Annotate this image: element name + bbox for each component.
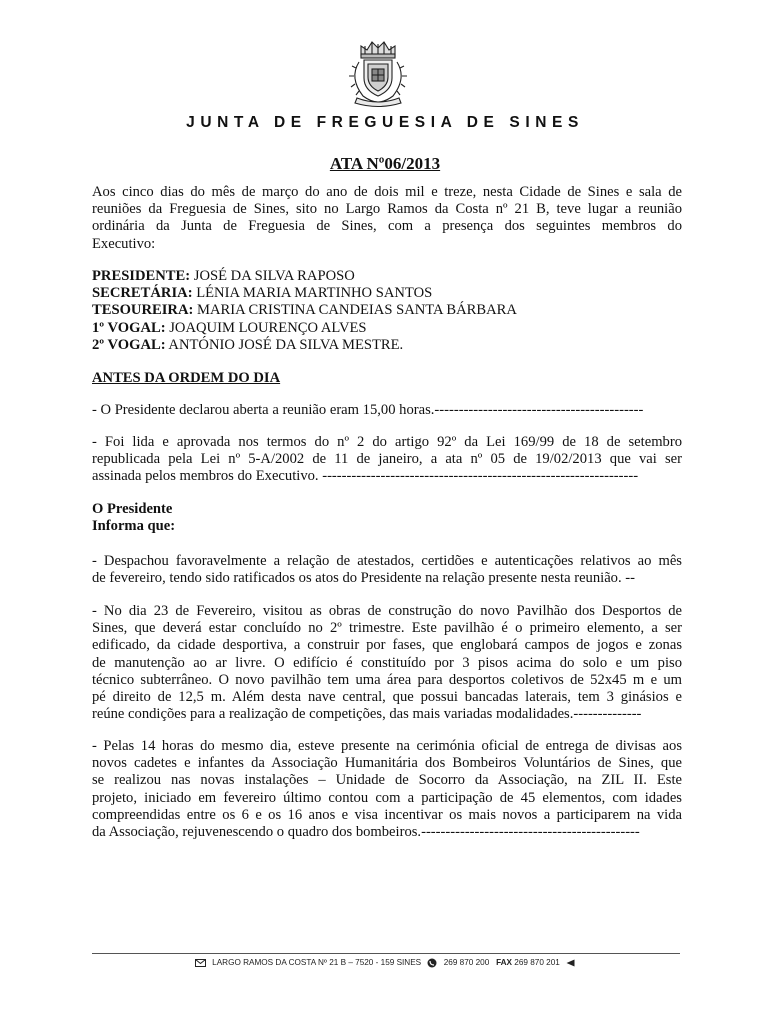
text-line: projeto, iniciado em fevereiro último contou com a participação de 45 elementos, com idades bbox=[92, 789, 682, 806]
text-line: Executivo: bbox=[92, 235, 156, 252]
member-name: MARIA CRISTINA CANDEIAS SANTA BÁRBARA bbox=[193, 302, 517, 319]
text-line: técnico subterrâneo. O novo pavilhão tem uma área para desportos coletivos de 52x45 m e um bbox=[92, 671, 682, 688]
dispatch-paragraph bbox=[92, 553, 682, 587]
member-role: TESOUREIRA: bbox=[92, 302, 194, 319]
text-line: ordinária da Junta de Freguesia de Sines, com a presença dos seguintes membros do bbox=[92, 218, 682, 235]
text-line: Aos cinco dias do mês de março do ano de dois mil e treze, nesta Cidade de Sines e sala de bbox=[92, 184, 682, 200]
text-line: Sines, que deverá estar concluído no 2º trimestre. Este pavilhão é o primeiro elemento, a ser bbox=[92, 620, 682, 637]
document-title: ATA Nº06/2013 bbox=[329, 154, 441, 173]
text-line: compreendidas entre os 6 e os 16 anos e visa incentivar os mais novos a participarem na vida bbox=[92, 806, 682, 823]
member-name: ANTÓNIO JOSÉ DA SILVA MESTRE. bbox=[165, 336, 404, 353]
text-line: - O Presidente declarou aberta a reunião eram 15,00 horas.------------------------------------------- bbox=[92, 402, 644, 418]
text-line: - Pelas 14 horas do mesmo dia, esteve presente na cerimónia oficial de entrega de divisas aos bbox=[92, 738, 682, 754]
member-second-vogal bbox=[92, 337, 682, 354]
members-list bbox=[92, 268, 682, 354]
text-line: republicada pela Lei nº 5-A/2002 de 11 de janeiro, a ata nº 05 de 19/02/2013 que vai ser bbox=[92, 451, 682, 468]
heading-line: O Presidente bbox=[92, 501, 173, 517]
heading-line: Informa que: bbox=[92, 518, 176, 535]
footer bbox=[0, 958, 770, 968]
text-line: - Despachou favoravelmente a relação de atestados, certidões e autenticações relativos ao mês bbox=[92, 553, 682, 569]
text-line: assinada pelos membros do Executivo. ----------------------------------------------------------------- bbox=[92, 468, 639, 485]
member-secretary bbox=[92, 285, 682, 302]
text-line: se realizou nas novas instalações – Unidade de Socorro da Associação, na ZIL II. Este bbox=[92, 772, 682, 789]
envelope-icon bbox=[195, 959, 206, 967]
opening-paragraph bbox=[92, 402, 682, 419]
organization-title: JUNTA DE FREGUESIA DE SINES bbox=[186, 114, 584, 131]
phone-icon bbox=[427, 958, 437, 968]
text-line: - Foi lida e aprovada nos termos do nº 2 do artigo 92º da Lei 169/99 de 18 de setembro bbox=[92, 434, 682, 450]
member-role: 2º VOGAL: bbox=[92, 336, 166, 353]
footer-address: LARGO RAMOS DA COSTA Nº 21 B – 7520 - 159 SINES bbox=[212, 958, 422, 968]
footer-fax-label: FAX bbox=[496, 958, 513, 968]
text-line: de manutenção ao ar livre. O edifício é constituído por 3 pisos acima do solo e um piso bbox=[92, 654, 682, 671]
member-name: JOSÉ DA SILVA RAPOSO bbox=[190, 268, 355, 284]
text-line: reuniões da Freguesia de Sines, sito no Largo Ramos da Costa nº 21 B, teve lugar a reunião bbox=[92, 201, 682, 218]
firefighters-paragraph bbox=[92, 738, 682, 841]
footer-fax: 269 870 201 bbox=[514, 958, 560, 968]
member-role: SECRETÁRIA: bbox=[92, 285, 193, 302]
text-line: edificado, da cidade desportiva, a construir por fases, que englobará campos de jogos e zonas bbox=[92, 637, 682, 654]
text-line: da Associação, rejuvenescendo o quadro dos bombeiros.--------------------------------------------- bbox=[92, 824, 640, 841]
text-line: reúne condições para a realização de competições, das mais variadas modalidades.-------------- bbox=[92, 706, 642, 723]
text-line: de fevereiro, tendo sido ratificados os atos do Presidente na relação presente nesta reunião. -- bbox=[92, 570, 635, 587]
arrow-left-icon bbox=[566, 959, 575, 967]
member-name: LÉNIA MARIA MARTINHO SANTOS bbox=[192, 285, 433, 302]
president-heading bbox=[92, 501, 682, 535]
intro-paragraph bbox=[92, 184, 682, 253]
pavilion-paragraph bbox=[92, 603, 682, 723]
section-heading: ANTES DA ORDEM DO DIA bbox=[92, 370, 281, 386]
member-role: 1º VOGAL: bbox=[92, 319, 166, 336]
member-role: PRESIDENTE: bbox=[92, 268, 191, 284]
footer-phone: 269 870 200 bbox=[443, 958, 490, 968]
text-line: novos cadetes e infantes da Associação Humanitária dos Bombeiros Voluntários de Sines, que bbox=[92, 755, 682, 772]
approval-paragraph bbox=[92, 434, 682, 486]
member-treasurer bbox=[92, 302, 682, 319]
coat-of-arms-icon bbox=[341, 34, 415, 108]
text-line: pé direito de 12,5 m. Além desta nave central, que possui bancadas laterais, tem 3 ginásios e bbox=[92, 689, 682, 706]
footer-divider bbox=[92, 953, 680, 954]
member-first-vogal bbox=[92, 320, 682, 337]
member-name: JOAQUIM LOURENÇO ALVES bbox=[165, 319, 367, 336]
text-line: - No dia 23 de Fevereiro, visitou as obras de construção do novo Pavilhão dos Desportos de bbox=[92, 603, 682, 619]
member-president bbox=[92, 268, 682, 285]
